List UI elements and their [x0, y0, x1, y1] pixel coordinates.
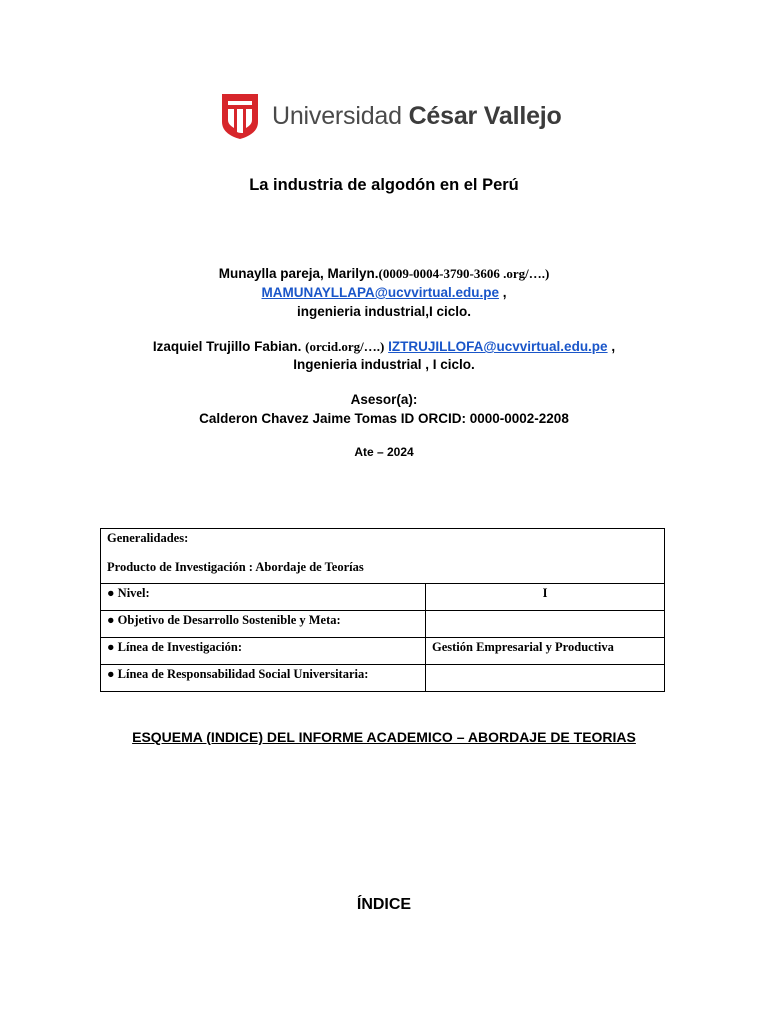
row-label: ● Objetivo de Desarrollo Sostenible y Meta: [101, 611, 426, 638]
university-name-bold: César Vallejo [408, 101, 562, 130]
author2-orcid: (orcid.org/….) [305, 339, 385, 354]
author2-email-suffix: , [607, 339, 616, 354]
place-year: Ate – 2024 [354, 445, 414, 459]
author2-line [0, 339, 768, 355]
advisor-label: Asesor(a): [350, 392, 418, 407]
advisor-name: Calderon Chavez Jaime Tomas ID ORCID: 0000-0002-2208 [199, 411, 569, 426]
author1-career: ingenieria industrial,I ciclo. [296, 304, 472, 319]
university-name-light: Universidad [272, 101, 402, 130]
row-value: I [426, 584, 665, 611]
university-shield-icon [220, 92, 260, 140]
table-row [101, 665, 665, 692]
author2-email-link[interactable]: IZTRUJILLOFA@ucvvirtual.edu.pe [388, 339, 608, 354]
row-value [426, 611, 665, 638]
table-row [101, 611, 665, 638]
author1-email-suffix: , [498, 285, 507, 300]
author1-email-link[interactable]: MAMUNAYLLAPA@ucvvirtual.edu.pe [261, 285, 499, 300]
author1-name: Munaylla pareja, Marilyn. [218, 266, 379, 281]
table-row [101, 638, 665, 665]
generalities-heading: Generalidades: [107, 531, 189, 545]
table-row [101, 584, 665, 611]
schema-title: ESQUEMA (INDICE) DEL INFORME ACADEMICO – ABORDAJE DE TEORIAS [132, 729, 636, 745]
row-label: ● Línea de Investigación: [101, 638, 426, 665]
university-logo [220, 92, 562, 140]
generalities-header-cell [101, 529, 665, 584]
table-row [101, 529, 665, 584]
row-value: Gestión Empresarial y Productiva [426, 638, 665, 665]
author1-email-line [0, 285, 768, 300]
generalities-product: Producto de Investigación : Abordaje de Teorías [107, 560, 364, 574]
document-title: La industria de algodón en el Perú [249, 176, 519, 194]
author1-line [0, 266, 768, 282]
author1-orcid: (0009-0004-3790-3606 .org/….) [378, 266, 550, 281]
row-label: ● Línea de Responsabilidad Social Universitaria: [101, 665, 426, 692]
university-name [272, 102, 562, 131]
author2-career: Ingenieria industrial , I ciclo. [293, 357, 475, 372]
row-label: ● Nivel: [101, 584, 426, 611]
generalities-table [100, 528, 665, 692]
row-value [426, 665, 665, 692]
author2-name: Izaquiel Trujillo Fabian. [152, 339, 306, 354]
index-title: ÍNDICE [356, 896, 412, 913]
